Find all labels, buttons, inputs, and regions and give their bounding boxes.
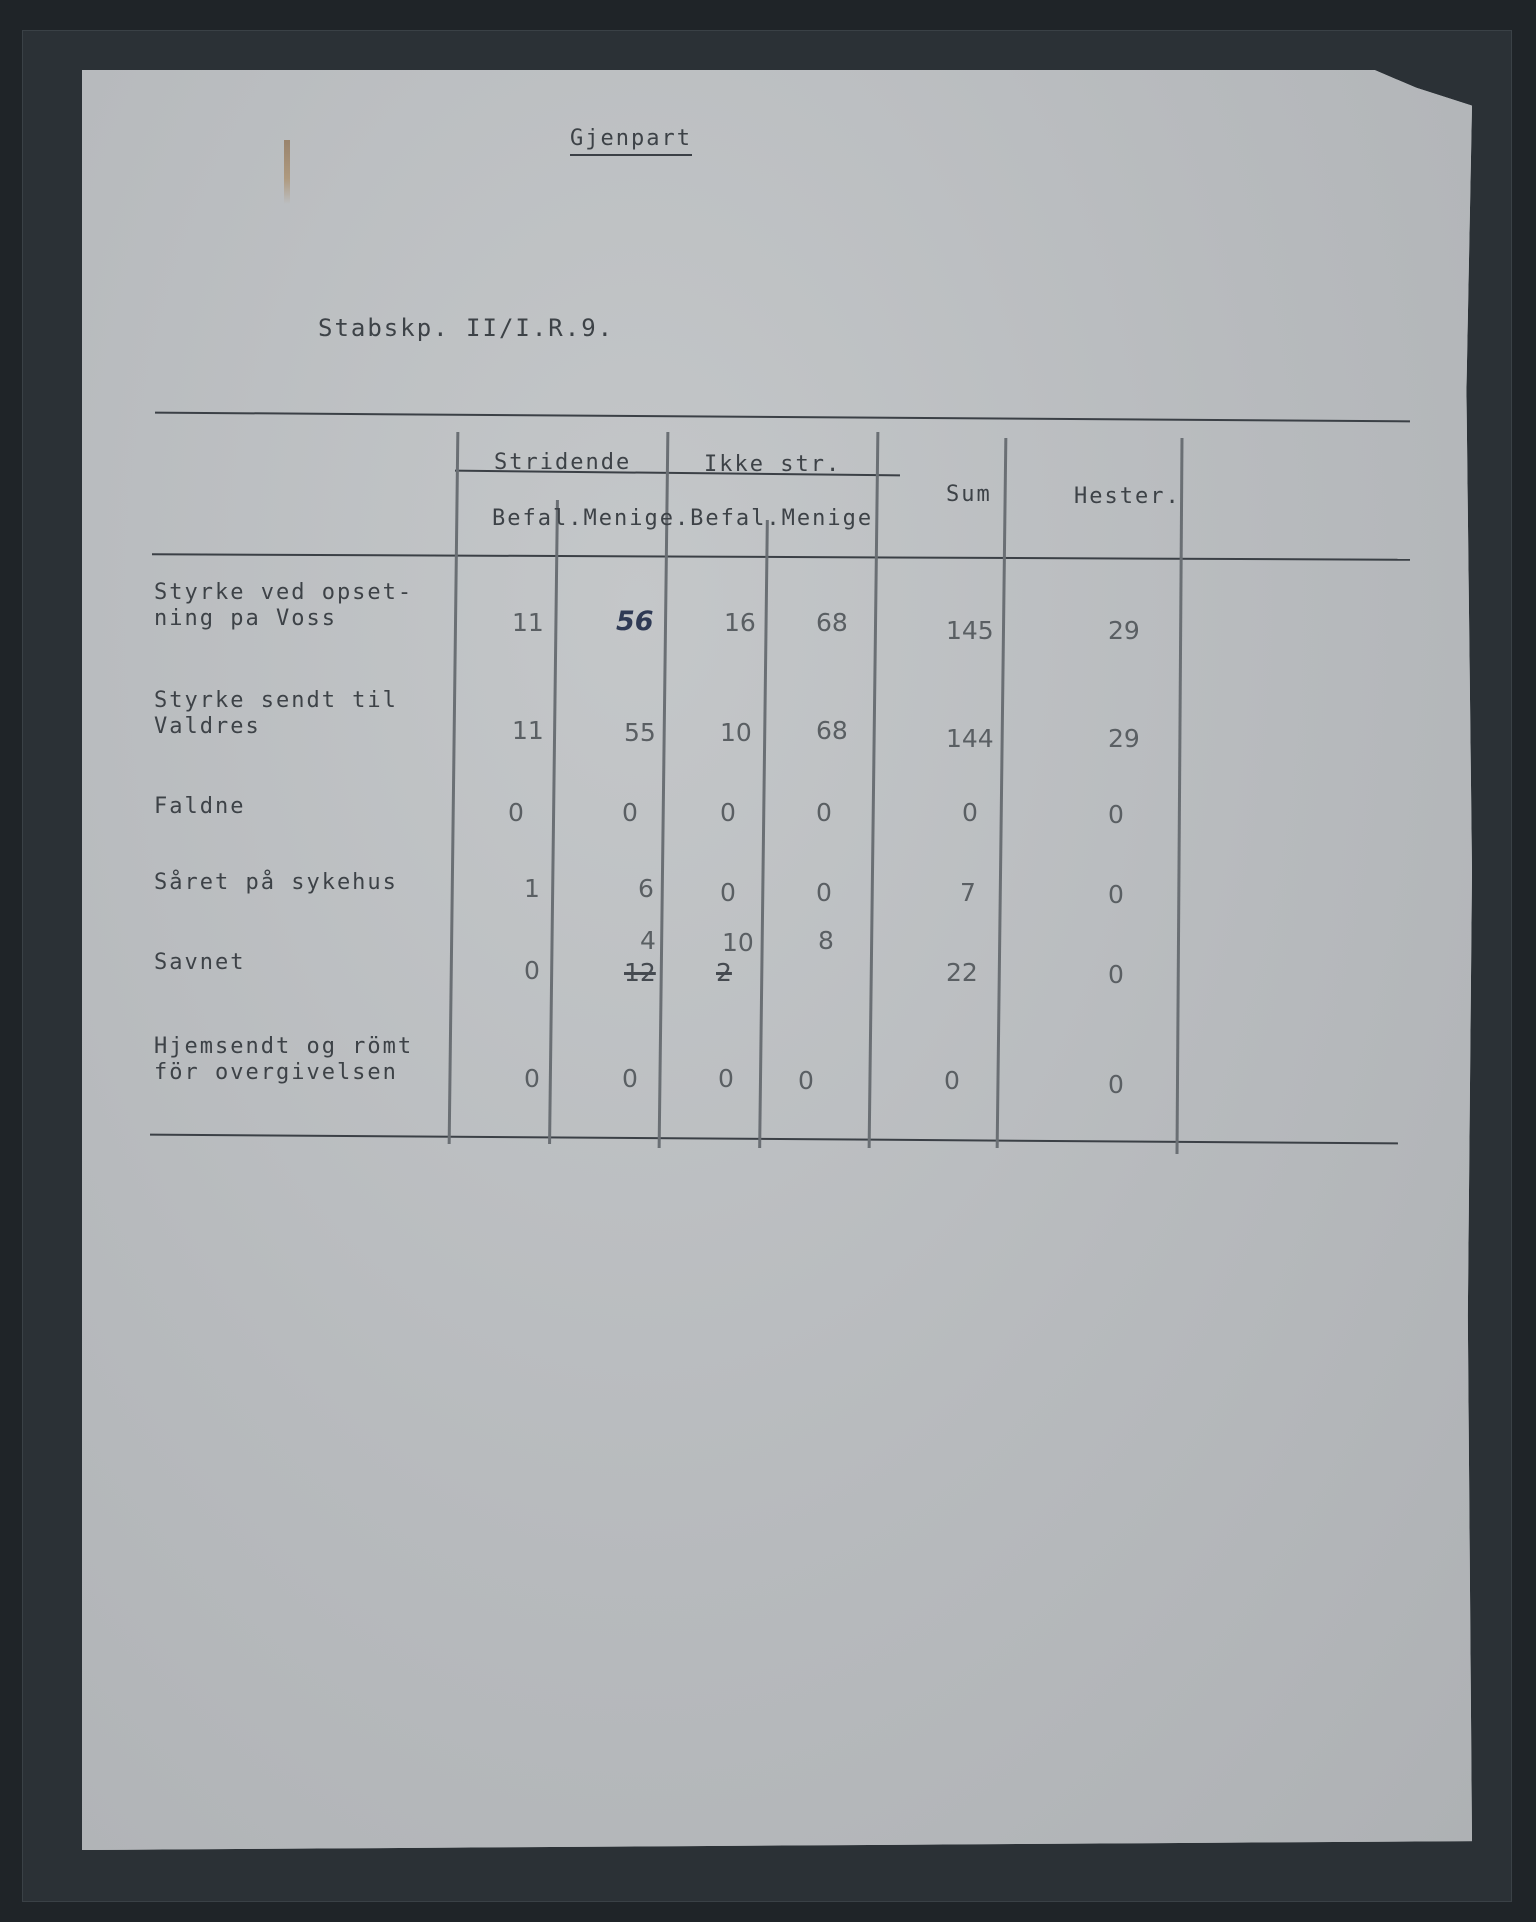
row-label-faldne: Faldne — [154, 794, 246, 819]
cell-voss-hester: 29 — [1108, 616, 1140, 645]
document-page — [82, 70, 1472, 1850]
cell-saret-stridende-menige: 6 — [638, 874, 654, 903]
cell-faldne-ikke-befal: 0 — [720, 798, 736, 827]
cell-savnet-stridende-befal: 0 — [524, 956, 540, 985]
cell-hjemsendt-stridende-befal: 0 — [524, 1064, 540, 1093]
cell-saret-ikke-befal: 0 — [720, 878, 736, 907]
cell-faldne-sum: 0 — [962, 798, 978, 827]
row-label-savnet: Savnet — [154, 950, 246, 975]
unit-designation: Stabskp. II/I.R.9. — [318, 314, 615, 342]
cell-savnet-ikke-befal-struck: 2 — [716, 958, 732, 987]
row-label-styrke-valdres: Styrke sendt til Valdres — [154, 688, 398, 739]
cell-hjemsendt-ikke-befal: 0 — [718, 1064, 734, 1093]
cell-faldne-ikke-menige: 0 — [816, 798, 832, 827]
cell-hjemsendt-sum: 0 — [944, 1066, 960, 1095]
cell-hjemsendt-stridende-menige: 0 — [622, 1064, 638, 1093]
column-header-sum: Sum — [946, 482, 992, 507]
row-label-saret: Såret på sykehus — [154, 870, 398, 895]
group-header-stridende: Stridende — [494, 450, 632, 475]
correction-savnet-ikke-menige: 8 — [818, 926, 834, 955]
cell-saret-hester: 0 — [1108, 880, 1124, 909]
cell-voss-stridende-menige: 56 — [616, 606, 654, 637]
column-header-hester: Hester. — [1074, 484, 1181, 509]
document-header: Gjenpart — [570, 128, 692, 156]
cell-saret-stridende-befal: 1 — [524, 874, 540, 903]
cell-hjemsendt-hester: 0 — [1108, 1070, 1124, 1099]
row-label-styrke-voss: Styrke ved opset- ning pa Voss — [154, 580, 414, 631]
cell-faldne-stridende-menige: 0 — [622, 798, 638, 827]
cell-voss-ikke-befal: 16 — [724, 608, 756, 637]
cell-voss-stridende-befal: 11 — [512, 608, 544, 637]
cell-faldne-stridende-befal: 0 — [508, 798, 524, 827]
cell-valdres-sum: 144 — [946, 724, 994, 753]
row-label-hjemsendt: Hjemsendt og römt för overgivelsen — [154, 1034, 414, 1085]
cell-savnet-stridende-menige-struck: 12 — [624, 958, 656, 987]
rust-stain — [284, 140, 290, 204]
cell-valdres-ikke-menige: 68 — [816, 716, 848, 745]
correction-savnet-stridende-menige: 4 — [640, 926, 656, 955]
cell-voss-ikke-menige: 68 — [816, 608, 848, 637]
sub-headers: Befal.Menige.Befal.Menige — [492, 506, 874, 531]
cell-savnet-sum: 22 — [946, 958, 978, 987]
group-header-ikke-str: Ikke str. — [704, 452, 842, 477]
cell-valdres-hester: 29 — [1108, 724, 1140, 753]
cell-savnet-hester: 0 — [1108, 960, 1124, 989]
cell-valdres-stridende-befal: 11 — [512, 716, 544, 745]
correction-savnet-ikke-befal: 10 — [722, 928, 754, 957]
cell-voss-sum: 145 — [946, 616, 994, 645]
cell-valdres-ikke-befal: 10 — [720, 718, 752, 747]
cell-valdres-stridende-menige: 55 — [624, 718, 656, 747]
cell-faldne-hester: 0 — [1108, 800, 1124, 829]
cell-saret-ikke-menige: 0 — [816, 878, 832, 907]
cell-saret-sum: 7 — [960, 878, 976, 907]
cell-hjemsendt-ikke-menige: 0 — [798, 1066, 814, 1095]
